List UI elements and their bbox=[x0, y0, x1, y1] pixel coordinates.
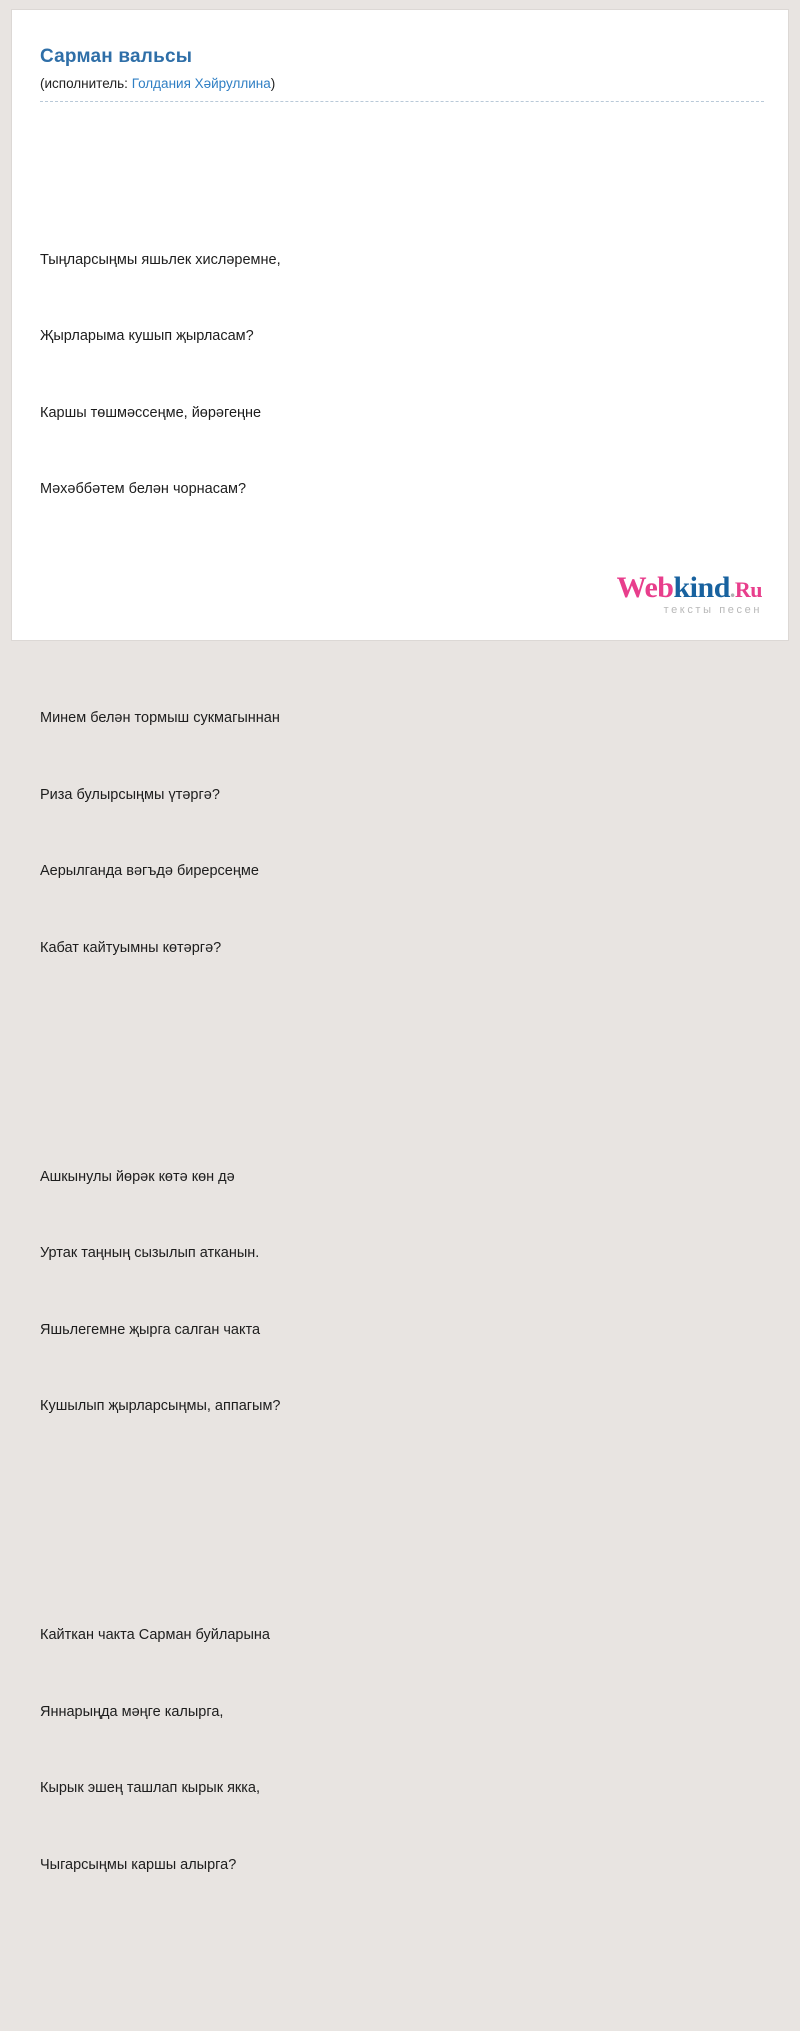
lyrics-line: Кайткан чакта Сарман буйларына bbox=[40, 1627, 270, 1644]
lyrics-line: Ашкынулы йөрәк көтә көн дә bbox=[40, 1168, 235, 1185]
lyrics-sheet bbox=[12, 10, 788, 1873]
lyrics-verse bbox=[40, 1114, 764, 1471]
lyrics-body bbox=[40, 120, 764, 2031]
lyrics-verse bbox=[40, 1572, 764, 1929]
song-content bbox=[40, 46, 764, 2031]
performer-link[interactable]: Голдания Хәйруллина bbox=[131, 75, 271, 91]
watermark-dot: . bbox=[729, 577, 735, 602]
lyrics-line: Аерылганда вәгъдә бирерсеңме bbox=[40, 863, 259, 880]
watermark-wordmark bbox=[617, 573, 762, 603]
lyrics-line: Яннарыңда мәңге калырга, bbox=[40, 1703, 224, 1720]
lyrics-line: Кабат кайтуымны көтәргә? bbox=[40, 939, 222, 956]
lyrics-line: Кырык эшең ташлап кырык якка, bbox=[40, 1780, 261, 1797]
lyrics-line: Риза булырсыңмы үтәргә? bbox=[40, 786, 220, 803]
performer-suffix: ) bbox=[270, 75, 276, 91]
lyrics-line: Җырларыма кушып җырласам? bbox=[40, 328, 254, 345]
lyrics-line: Тыңларсыңмы яшьлек хисләремне, bbox=[40, 251, 281, 268]
performer-line bbox=[40, 75, 764, 103]
lyrics-line: Каршы төшмәссеңме, йөрәгеңне bbox=[40, 404, 262, 421]
watermark-kind: kind bbox=[673, 571, 730, 604]
page-title: Сарман вальсы bbox=[40, 46, 193, 67]
watermark-web: Web bbox=[616, 571, 674, 604]
lyrics-line: Минем белән тормыш сукмагыннан bbox=[40, 710, 280, 727]
watermark-subtitle: тексты песен bbox=[663, 604, 762, 616]
lyrics-verse bbox=[40, 655, 764, 1012]
lyrics-line: Мәхәббәтем белән чорнасам? bbox=[40, 481, 247, 498]
lyrics-line: Уртак таңның сызылып атканын. bbox=[40, 1245, 260, 1262]
lyrics-verse bbox=[40, 197, 764, 554]
watermark-ru: Ru bbox=[734, 577, 762, 602]
lyrics-line: Чыгарсыңмы каршы алырга? bbox=[40, 1856, 237, 1873]
lyrics-line: Яшьлегемне җырга салган чакта bbox=[40, 1321, 261, 1338]
lyrics-line: Кушылып җырларсыңмы, аппагым? bbox=[40, 1398, 281, 1415]
site-watermark bbox=[617, 573, 762, 616]
performer-prefix: (исполнитель: bbox=[40, 75, 132, 91]
